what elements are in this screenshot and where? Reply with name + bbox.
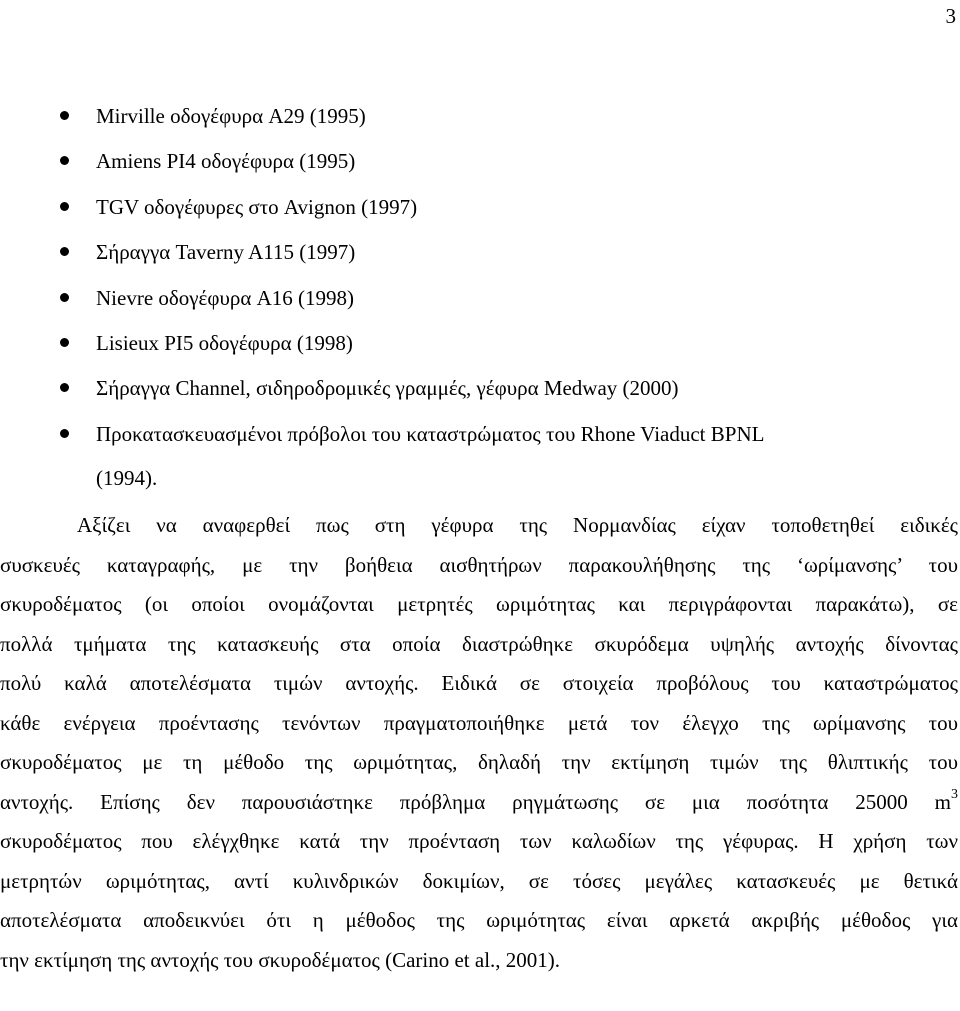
list-item: [0, 236, 960, 281]
superscript-exponent: 3: [951, 786, 958, 802]
list-item: [0, 327, 960, 372]
body-paragraph: [0, 506, 958, 980]
bullet-text: Σήραγγα Channel, σιδηροδρομικές γραμμές, γέφυρα Medway (2000): [96, 376, 679, 401]
bullet-continuation: (1994).: [96, 466, 158, 490]
paragraph-line: αποτελέσματα αποδεικνύει ότι η μέθοδος της ωριμότητας είναι αρκετά ακριβής μέθοδος για: [0, 908, 958, 932]
bullet-text: Σήραγγα Taverny A115 (1997): [96, 240, 356, 265]
list-item: [0, 418, 960, 463]
paragraph-line: σκυροδέματος με τη μέθοδο της ωριμότητας, δηλαδή την εκτίμηση τιμών της θλιπτικής του: [0, 750, 958, 774]
bullet-dot-icon: [60, 338, 69, 347]
paragraph-line: Αξίζει να αναφερθεί πως στη γέφυρα της Νορμανδίας είχαν τοποθετηθεί ειδικές: [77, 513, 958, 537]
bullet-dot-icon: [60, 202, 69, 211]
paragraph-line-last: την εκτίμηση της αντοχής του σκυροδέματος (Carino et al., 2001).: [0, 947, 561, 972]
paragraph-line: πολλά τμήματα της κατασκευής στα οποία διαστρώθηκε σκυρόδεμα υψηλής αντοχής δίνοντας: [0, 631, 958, 656]
bullet-text: Nievre οδογέφυρα A16 (1998): [96, 285, 355, 310]
paragraph-line: μετρητών ωριμότητας, αντί κυλινδρικών δοκιμίων, σε τόσες μεγάλες κατασκευές με θετικά: [0, 868, 958, 893]
paragraph-line: συσκευές καταγραφής, με την βοήθεια αισθητήρων παρακουλήθησης της ‘ωρίμανσης’ του: [0, 552, 958, 577]
bullet-text: Προκατασκευασμένοι πρόβολοι του καταστρώματος του Rhone Viaduct BPNL: [96, 421, 765, 446]
bullet-text: Lisieux PI5 οδογέφυρα (1998): [96, 330, 353, 355]
bullet-dot-icon: [60, 293, 69, 302]
page-number: 3: [945, 4, 956, 28]
bullet-dot-icon: [60, 156, 69, 165]
paragraph-line: σκυροδέματος που ελέγχθηκε κατά την προένταση των καλωδίων της γέφυρας. Η χρήση των: [0, 829, 958, 853]
list-item: [0, 145, 960, 190]
bullet-list: [0, 100, 960, 463]
bullet-dot-icon: [60, 383, 69, 392]
paragraph-line: κάθε ενέργεια προέντασης τενόντων πραγματοποιήθηκε μετά τον έλεγχο της ωρίμανσης του: [0, 710, 958, 735]
list-item: [0, 191, 960, 236]
paragraph-line-with-superscript: [0, 783, 958, 823]
list-item: [0, 100, 960, 145]
list-item: [0, 372, 960, 417]
bullet-text: Amiens PI4 οδογέφυρα (1995): [96, 149, 356, 174]
bullet-dot-icon: [60, 111, 69, 120]
list-item: [0, 282, 960, 327]
paragraph-line: σκυροδέματος (οι οποίοι ονομάζονται μετρητές ωριμότητας και περιγράφονται παρακάτω), σε: [0, 592, 958, 616]
paragraph-line-text: αντοχής. Επίσης δεν παρουσιάστηκε πρόβλημα ρηγμάτωσης σε μια ποσότητα 25000 m: [0, 789, 951, 814]
bullet-dot-icon: [60, 429, 69, 438]
bullet-text: Mirville οδογέφυρα A29 (1995): [96, 104, 366, 128]
bullet-dot-icon: [60, 247, 69, 256]
paragraph-line: πολύ καλά αποτελέσματα τιμών αντοχής. Ειδικά σε στοιχεία προβόλους του καταστρώματος: [0, 671, 958, 695]
bullet-text: TGV οδογέφυρες στο Avignon (1997): [96, 194, 418, 219]
